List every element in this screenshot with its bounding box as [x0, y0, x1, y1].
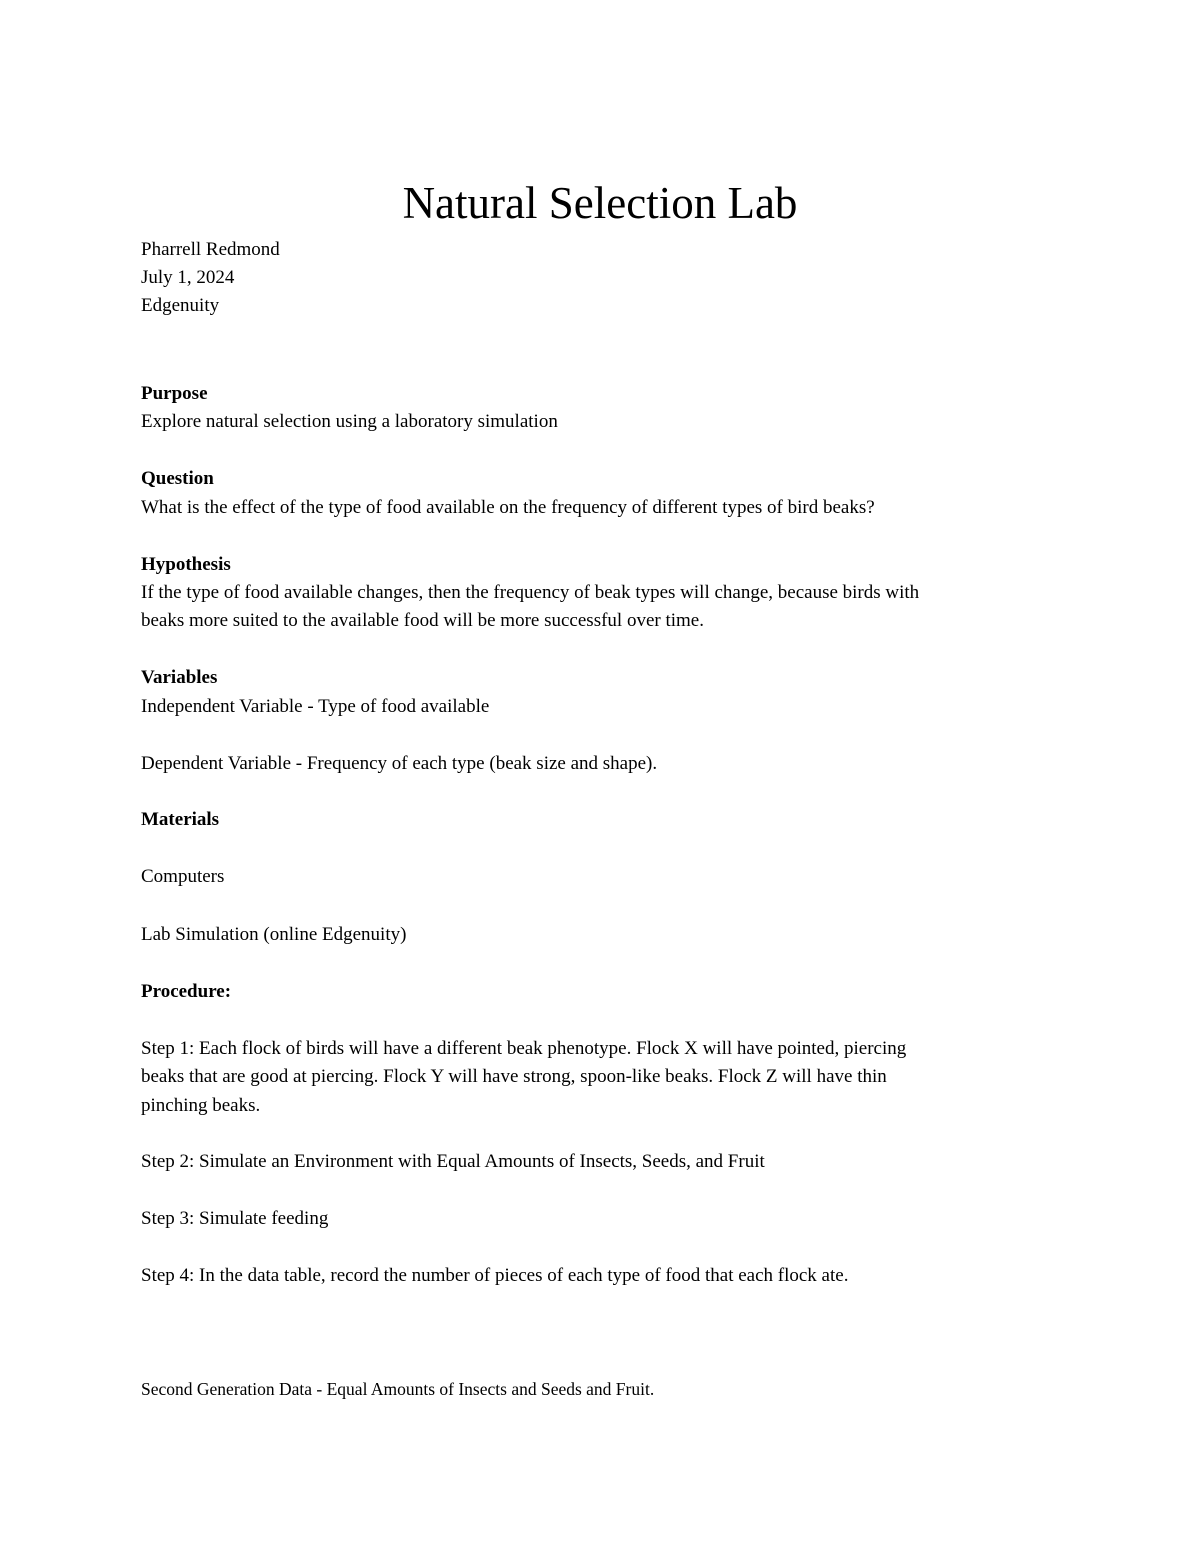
dependent-variable: Dependent Variable - Frequency of each type (beak size and shape).: [141, 753, 658, 774]
materials-heading: Materials: [141, 809, 220, 830]
purpose-text: Explore natural selection using a laboratory simulation: [141, 411, 558, 432]
question-text: What is the effect of the type of food available on the frequency of different types of bird beaks?: [141, 497, 875, 518]
second-generation-caption: Second Generation Data - Equal Amounts of Insects and Seeds and Fruit.: [141, 1379, 655, 1399]
procedure-step-2: Step 2: Simulate an Environment with Equal Amounts of Insects, Seeds, and Fruit: [141, 1151, 765, 1172]
procedure-step-1-line-3: pinching beaks.: [141, 1095, 261, 1116]
procedure-heading: Procedure:: [141, 981, 232, 1002]
independent-variable: Independent Variable - Type of food available: [141, 696, 490, 717]
document-title: Natural Selection Lab: [402, 178, 798, 228]
school-name: Edgenuity: [141, 295, 220, 316]
procedure-step-3: Step 3: Simulate feeding: [141, 1208, 329, 1229]
purpose-heading: Purpose: [141, 383, 208, 404]
hypothesis-heading: Hypothesis: [141, 554, 231, 575]
variables-heading: Variables: [141, 667, 218, 688]
procedure-step-1-line-2: beaks that are good at piercing. Flock Y will have strong, spoon-like beaks. Flock Z will have thin: [141, 1066, 887, 1087]
hypothesis-text-line-2: beaks more suited to the available food will be more successful over time.: [141, 610, 704, 631]
report-date: July 1, 2024: [141, 267, 235, 288]
procedure-step-1-line-1: Step 1: Each flock of birds will have a different beak phenotype. Flock X will have pointed, piercing: [141, 1038, 907, 1059]
question-heading: Question: [141, 468, 214, 489]
material-item: Computers: [141, 866, 225, 887]
material-item: Lab Simulation (online Edgenuity): [141, 924, 407, 945]
procedure-step-4: Step 4: In the data table, record the number of pieces of each type of food that each flock ate.: [141, 1265, 849, 1286]
author-name: Pharrell Redmond: [141, 239, 280, 260]
hypothesis-text-line-1: If the type of food available changes, then the frequency of beak types will change, because birds with: [141, 582, 920, 603]
